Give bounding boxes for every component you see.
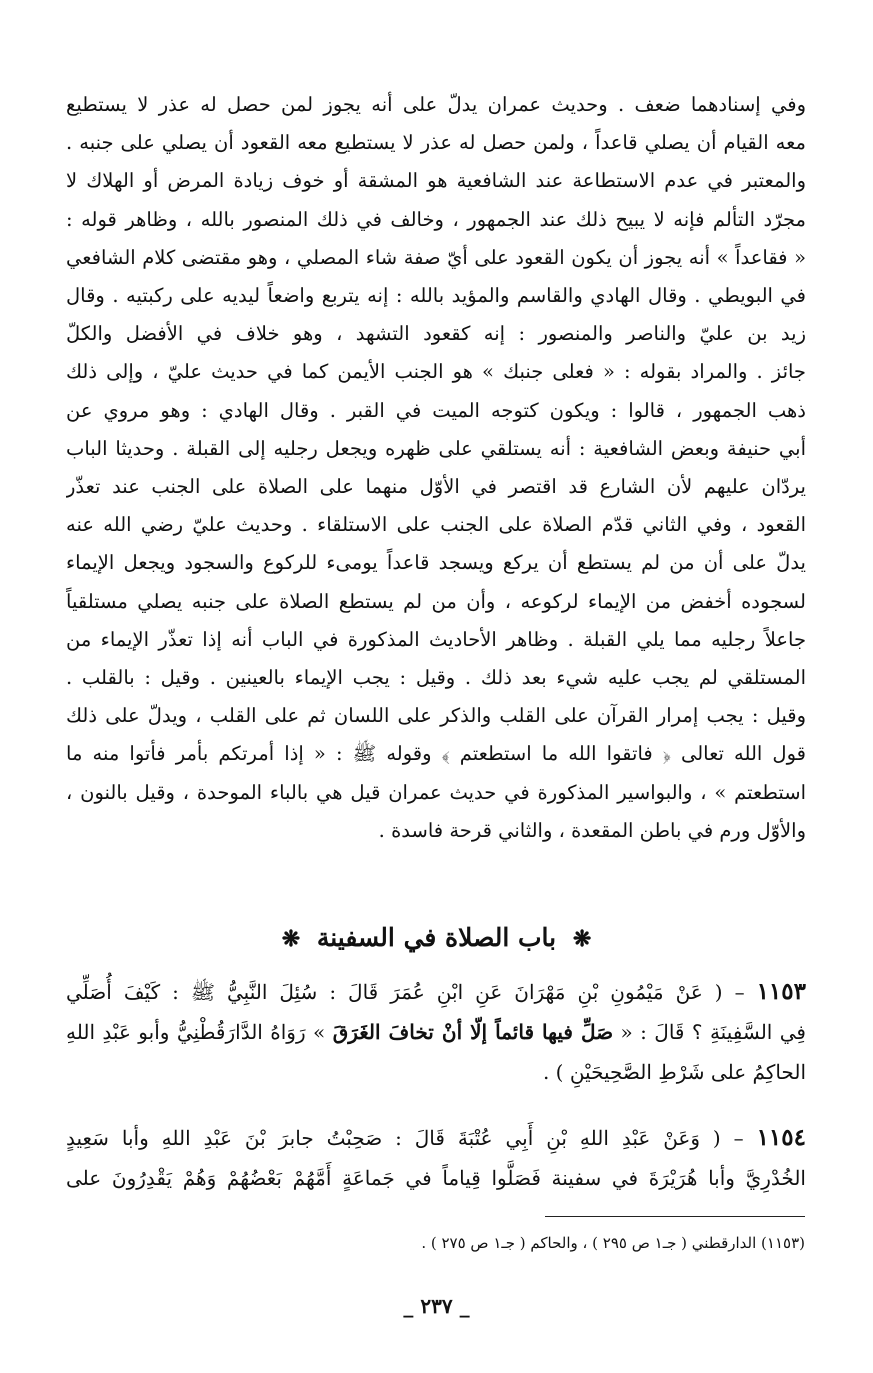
commentary-line: القعود ، وفي الثاني قدّم الصلاة على الجنب على الاستلقاء . وحديث عليّ رضي الله عنه xyxy=(66,513,806,537)
commentary-line: معه القيام أن يصلي قاعداً ، ولمن حصل له عذر لا يستطيع معه القعود أن يصلي على جنبه . xyxy=(66,131,806,155)
commentary-line: لسجوده أخفض من الإيماء لركوعه ، وأن من لم يستطع الصلاة على جنبه يصلي مستلقياً xyxy=(66,589,806,613)
commentary-line: زيد بن عليّ والناصر والمنصور : إنه كقعود التشهد ، وهو خلاف في الأفضل والكلّ xyxy=(66,322,806,346)
commentary-line: يردّان عليهم لأن الشارع قد اقتصر في الأوّل منهما على الصلاة على الجنب عند تعذّر xyxy=(66,475,806,499)
commentary-line: قول الله تعالى ﴿ فاتقوا الله ما استطعتم ﴾ وقوله ﷺ : « إذا أمرتكم بأمر فأتوا منه ما xyxy=(66,742,806,766)
hadith-number: ١١٥٤ xyxy=(756,1124,806,1151)
hadith-line xyxy=(66,1118,806,1158)
prophetic-quote: صَلِّ فيها قائماً إلّا أنْ تخافَ الغَرَقَ xyxy=(332,1020,614,1044)
hadith-line xyxy=(66,1012,806,1052)
commentary-line: أبي حنيفة وبعض الشافعية : أنه يستلقي على ظهره ويجعل رجليه إلى القبلة . وحديثا الباب xyxy=(66,436,806,460)
commentary-line: ذهب الجمهور ، قالوا : ويكون كتوجه الميت في القبر . وقال الهادي : وهو مروي عن xyxy=(66,398,806,422)
hadith-line xyxy=(66,972,806,1012)
ornament-star-icon: ❋ xyxy=(281,926,301,952)
commentary-line: والأوّل ورم في باطن المقعدة ، والثاني قرحة فاسدة . xyxy=(378,818,806,842)
commentary-line: وقيل : يجب إمرار القرآن على القلب والذكر على اللسان ثم على القلب ، ويدلّ على ذلك xyxy=(66,704,806,728)
ornament-star-icon: ❋ xyxy=(572,926,592,952)
chapter-title: باب الصلاة في السفينة xyxy=(316,923,557,952)
hadith-1153 xyxy=(66,972,806,1092)
commentary-line: يدلّ على أن من لم يستطع أن يركع ويسجد قاعداً يومىء للركوع والسجود ويجعل الإيماء xyxy=(66,551,806,575)
footnote: (١١٥٣) الدارقطني ( جـ١ ص ٢٩٥ ) ، والحاكم ( جـ١ ص ٢٧٥ ) . xyxy=(421,1234,805,1252)
footnote-divider xyxy=(545,1216,805,1217)
hadith-1154 xyxy=(66,1118,806,1198)
hadith-number: ١١٥٣ xyxy=(756,978,806,1005)
chapter-heading xyxy=(0,918,873,959)
commentary-line: المستلقي لم يجب عليه شيء بعد ذلك . وقيل : يجب الإيماء بالعينين . وقيل : بالقلب . xyxy=(66,666,806,690)
hadith-text: » رَوَاهُ الدَّارَقُطْنِيُّ وأبو عَبْدِ اللهِ xyxy=(66,1020,333,1044)
commentary-line: وفي إسنادهما ضعف . وحديث عمران يدلّ على أنه يجوز لمن حصل له عذر لا يستطيع xyxy=(66,93,806,116)
hadith-line: الخُدْرِيَّ وأبا هُرَيْرَةَ في سفينة فَصَلَّوا قِياماً في جَماعَةٍ أَمَّهُمْ بَعْضُهُمْ وَهُمْ يَقْدِرُونَ على xyxy=(66,1166,806,1190)
commentary-text xyxy=(66,86,806,850)
commentary-line: « فقاعداً » أنه يجوز أن يكون القعود على أيّ صفة شاء المصلي ، وهو مقتضى كلام الشافعي xyxy=(66,245,806,269)
hadith-line: الحاكِمُ على شَرْطِ الصَّحِيحَيْنِ ) . xyxy=(542,1060,806,1084)
hadith-text: – ( عَنْ مَيْمُونِ بْنِ مَهْرَانَ عَنِ ابْنِ عُمَرَ قَالَ : سُئِلَ النَّبِيُّ ﷺ : كَيْفَ أُصَلِّي xyxy=(66,980,757,1004)
commentary-line: جائز . والمراد بقوله : « فعلى جنبك » هو الجنب الأيمن كما في حديث عليّ ، وإلى ذلك xyxy=(66,360,806,384)
hadith-text: – ( وَعَنْ عَبْدِ اللهِ بْنِ أَبِي عُتْبَةَ قَالَ : صَحِبْتُ جابرَ بْنَ عَبْدِ اللهِ وأبا سَعِيدٍ xyxy=(66,1126,757,1150)
commentary-line: استطعتم » ، والبواسير المذكورة في حديث عمران قيل هي بالباء الموحدة ، وقيل بالنون ، xyxy=(66,780,806,804)
page-number: _ ٢٣٧ _ xyxy=(403,1294,470,1318)
commentary-line: مجرّد التألم فإنه لا يبيح ذلك عند الجمهور ، وخالف في ذلك المنصور بالله ، وظاهر قوله : xyxy=(66,207,806,231)
commentary-line: والمعتبر في عدم الاستطاعة عند الشافعية هو المشقة أو خوف زيادة المرض أو الهلاك لا xyxy=(66,169,806,193)
hadith-text: فِي السَّفِينَةِ ؟ قَالَ : « xyxy=(613,1020,806,1044)
commentary-line: في البويطي . وقال الهادي والقاسم والمؤيد بالله : إنه يتربع واضعاً ليديه على ركبتيه . وقال xyxy=(66,284,806,308)
commentary-line: جاعلاً رجليه مما يلي القبلة . وظاهر الأحاديث المذكورة في الباب أنه إذا تعذّر الإيماء من xyxy=(66,627,806,651)
